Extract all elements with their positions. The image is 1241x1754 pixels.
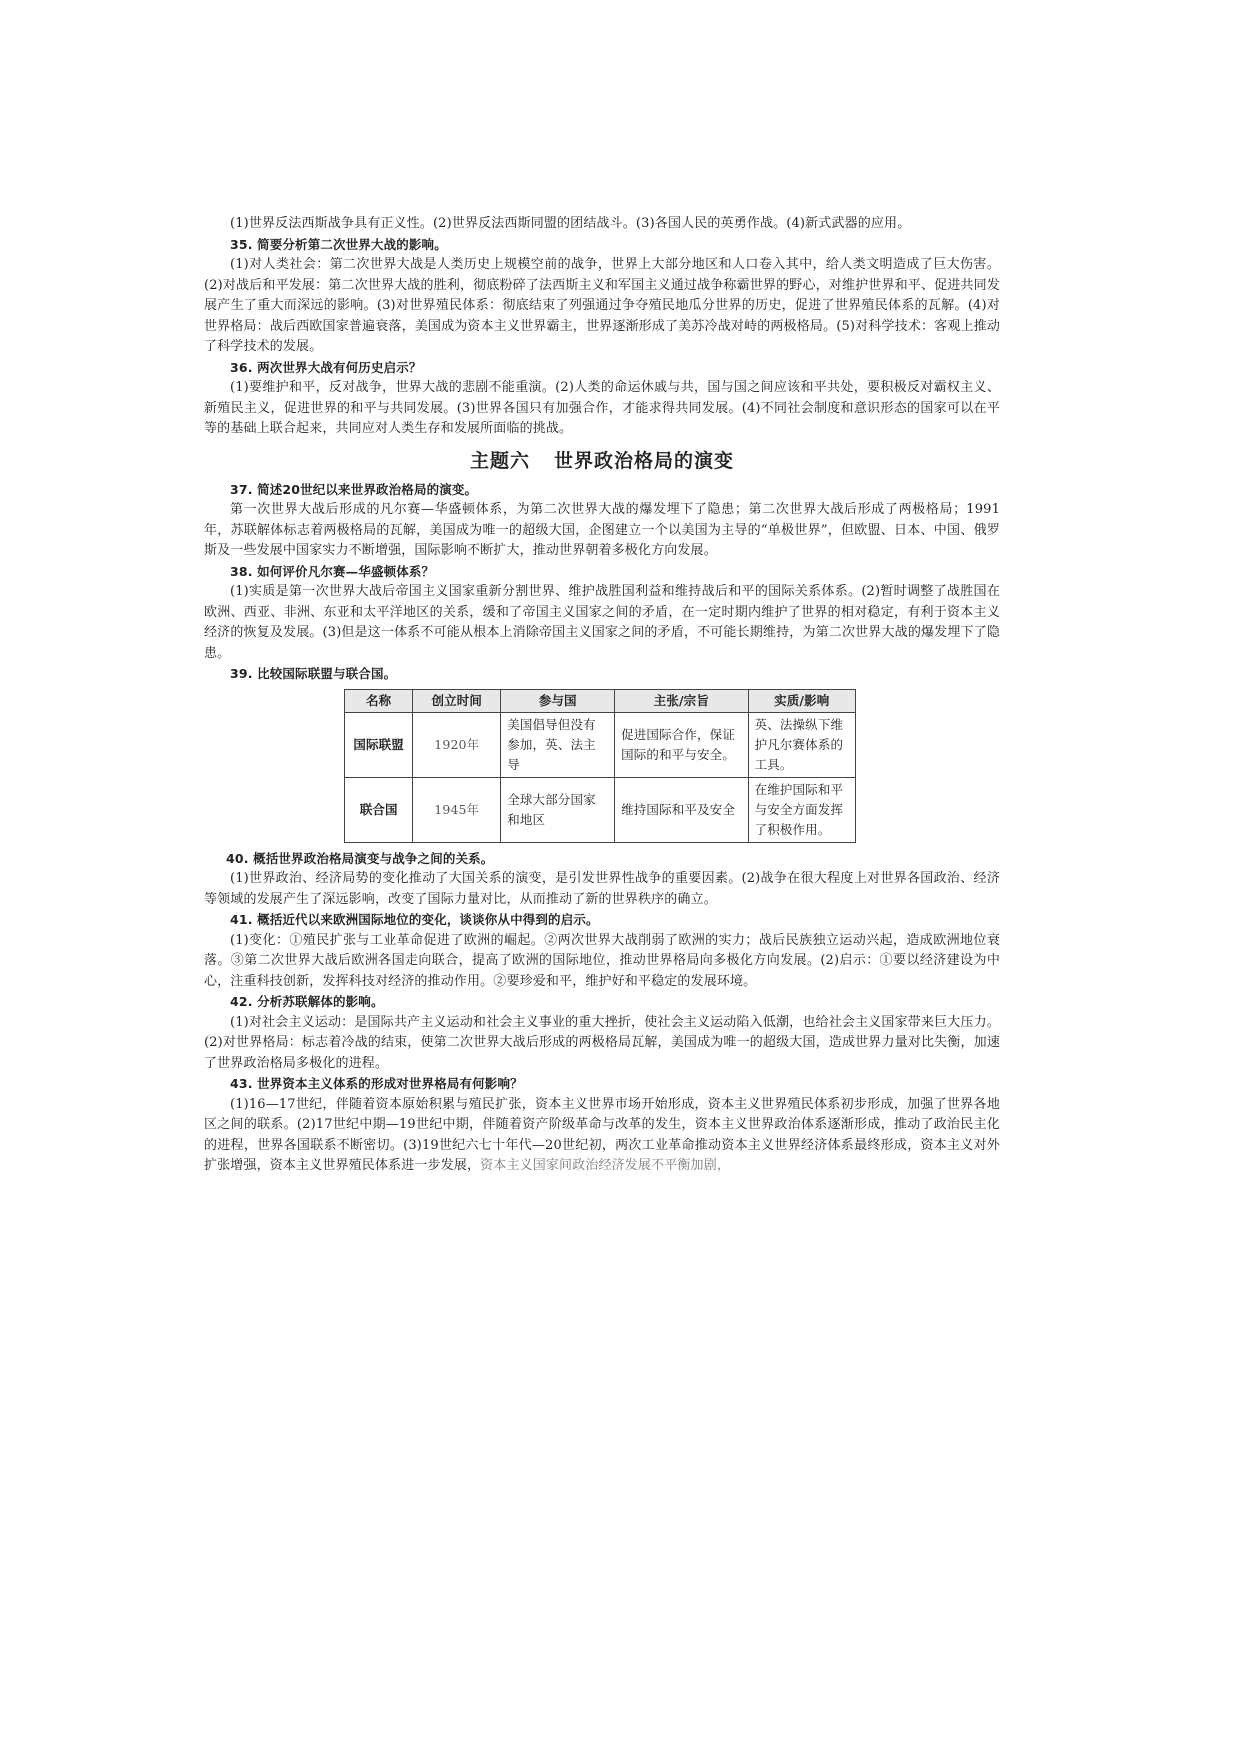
question-35: 35. 简要分析第二次世界大战的影响。 bbox=[230, 236, 447, 252]
table-cell-year: 1920年 bbox=[413, 712, 501, 777]
table-cell-aim: 维持国际和平及安全 bbox=[615, 777, 748, 842]
comparison-table bbox=[344, 689, 856, 843]
answer-43-text: (1)16—17世纪，伴随着资本原始积累与殖民扩张，资本主义世界市场开始形成，资本主义世界殖民体系初步形成，加强了世界各地区之间的联系。(2)17世纪中期—19世纪中期，伴随着资产阶级革命与改革的发生，资本主义世界政治体系逐渐形成，推动了政治民主化的进程，世界各国联系不断密切。(3)19世纪六七十年代—20世纪初，两次工业革命推动资本主义世界经济体系最终形成，资本主义对外扩张增强，资本主义世界殖民体系进一步发展， bbox=[204, 1096, 1000, 1173]
table-cell-aim: 促进国际合作，保证国际的和平与安全。 bbox=[615, 712, 748, 777]
question-41: 41. 概括近代以来欧洲国际地位的变化，谈谈你从中得到的启示。 bbox=[230, 912, 599, 927]
question-37: 37. 简述20世纪以来世界政治格局的演变。 bbox=[230, 481, 478, 497]
question-38: 38. 如何评价凡尔赛—华盛顿体系？ bbox=[230, 563, 435, 579]
answer-34: (1)世界反法西斯战争具有正义性。(2)世界反法西斯同盟的团结战斗。(3)各国人民的英勇作战。(4)新式武器的应用。 bbox=[230, 216, 911, 231]
document-body bbox=[204, 214, 1000, 1177]
table-cell-essence: 在维护国际和平与安全方面发挥了积极作用。 bbox=[748, 777, 855, 842]
table-cell-participants: 美国倡导但没有参加，英、法主导 bbox=[501, 712, 615, 777]
table-cell-name: 联合国 bbox=[345, 777, 413, 842]
table-cell-essence: 英、法操纵下维护凡尔赛体系的工具。 bbox=[748, 712, 855, 777]
table-header-name: 名称 bbox=[345, 689, 413, 712]
section-title bbox=[204, 446, 1000, 476]
table-cell-participants: 全球大部分国家和地区 bbox=[501, 777, 615, 842]
question-42: 42. 分析苏联解体的影响。 bbox=[230, 994, 384, 1009]
table-cell-name: 国际联盟 bbox=[345, 712, 413, 777]
section-title-part1: 主题六 bbox=[469, 449, 530, 472]
answer-41: (1)变化：①殖民扩张与工业革命促进了欧洲的崛起。②两次世界大战削弱了欧洲的实力；战后民族独立运动兴起，造成欧洲地位衰落。③第二次世界大战后欧洲各国走向联合，提高了欧洲的国际地位，推动世界格局向多极化方向发展。(2)启示：①要以经济建设为中心，注重科技创新，发挥科技对经济的推动作用。②要珍爱和平，维护好和平稳定的发展环境。 bbox=[204, 932, 1000, 989]
answer-35: (1)对人类社会：第二次世界大战是人类历史上规模空前的战争，世界上大部分地区和人口卷入其中，给人类文明造成了巨大伤害。(2)对战后和平发展：第二次世界大战的胜利，彻底粉碎了法西斯主义和军国主义通过战争称霸世界的野心，对维护世界和平、促进共同发展产生了重大而深远的影响。(3)对世界殖民体系：彻底结束了列强通过争夺殖民地瓜分世界的历史，促进了世界殖民体系的瓦解。(4)对世界格局：战后西欧国家普遍衰落，美国成为资本主义世界霸主，世界逐渐形成了美苏冷战对峙的两极格局。(5)对科学技术：客观上推动了科学技术的发展。 bbox=[204, 257, 1000, 354]
table-row bbox=[345, 777, 856, 842]
table-header-year: 创立时间 bbox=[413, 689, 501, 712]
question-43: 43. 世界资本主义体系的形成对世界格局有何影响？ bbox=[230, 1076, 523, 1091]
answer-40: (1)世界政治、经济局势的变化推动了大国关系的演变，是引发世界性战争的重要因素。(2)战争在很大程度上对世界各国政治、经济等领域的发展产生了深远影响，改变了国际力量对比，从而推动了新的世界秩序的确立。 bbox=[204, 871, 1000, 907]
table-header-aim: 主张/宗旨 bbox=[615, 689, 748, 712]
question-36: 36. 两次世界大战有何历史启示？ bbox=[230, 359, 422, 375]
answer-38: (1)实质是第一次世界大战后帝国主义国家重新分割世界、维护战胜国利益和维持战后和平的国际关系体系。(2)暂时调整了战胜国在欧洲、西亚、非洲、东亚和太平洋地区的关系，缓和了帝国主义国家之间的矛盾，在一定时期内维护了世界的相对稳定，有利于资本主义经济的恢复及发展。(3)但是这一体系不可能从根本上消除帝国主义国家之间的矛盾，不可能长期维持，为第二次世界大战的爆发埋下了隐患。 bbox=[204, 584, 1000, 661]
question-39: 39. 比较国际联盟与联合国。 bbox=[230, 666, 397, 681]
answer-36: (1)要维护和平，反对战争，世界大战的悲剧不能重演。(2)人类的命运休戚与共，国与国之间应该和平共处，要积极反对霸权主义、新殖民主义，促进世界的和平与共同发展。(3)世界各国只有加强合作，才能求得共同发展。(4)不同社会制度和意识形态的国家可以在平等的基础上联合起来，共同应对人类生存和发展所面临的挑战。 bbox=[204, 380, 1000, 436]
question-40: 40. 概括世界政治格局演变与战争之间的关系。 bbox=[226, 850, 494, 866]
answer-43 bbox=[204, 1095, 1000, 1177]
answer-42: (1)对社会主义运动：是国际共产主义运动和社会主义事业的重大挫折，使社会主义运动陷入低潮，也给社会主义国家带来巨大压力。(2)对世界格局：标志着冷战的结束，使第二次世界大战后形成的两极格局瓦解，美国成为唯一的超级大国，造成世界力量对比失衡，加速了世界政治格局多极化的进程。 bbox=[204, 1014, 1000, 1071]
section-title-part2: 世界政治格局的演变 bbox=[554, 449, 735, 472]
table-header-participants: 参与国 bbox=[501, 689, 615, 712]
table-row bbox=[345, 712, 856, 777]
table-cell-year: 1945年 bbox=[413, 777, 501, 842]
table-header-row bbox=[345, 689, 856, 712]
answer-43-tail: 资本主义国家间政治经济发展不平衡加剧， bbox=[480, 1158, 731, 1173]
table-header-essence: 实质/影响 bbox=[748, 689, 855, 712]
answer-37: 第一次世界大战后形成的凡尔赛—华盛顿体系，为第二次世界大战的爆发埋下了隐患；第二次世界大战后形成了两极格局；1991年，苏联解体标志着两极格局的瓦解，美国成为唯一的超级大国，企图建立一个以美国为主导的“单极世界”，但欧盟、日本、中国、俄罗斯及一些发展中国家实力不断增强，国际影响不断扩大，推动世界朝着多极化方向发展。 bbox=[204, 502, 1000, 558]
